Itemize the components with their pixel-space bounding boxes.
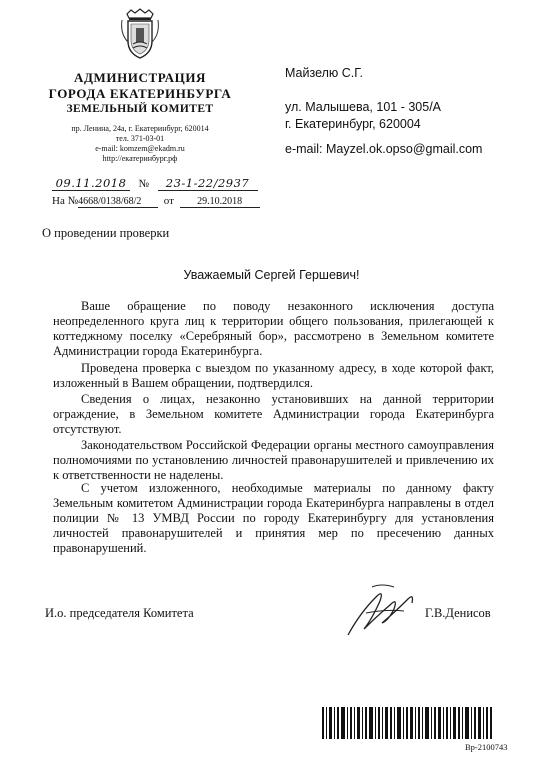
coat-of-arms-emblem [119,8,161,60]
barcode [322,707,492,739]
addressee-name: Майзелю С.Г. [285,66,363,80]
reference-from: от [163,195,174,207]
org-phone: тел. 371-03-01 [115,134,165,143]
org-name-line1: АДМИНИСТРАЦИЯ [73,70,207,85]
body-paragraph: Законодательством Российской Федерации органы местного самоуправления полномочиями по установлению личностей правонарушителей и привлечению их к ответственности не наделены. [53,438,494,482]
org-email: e-mail: komzem@ekadm.ru [95,144,185,153]
registration-row [52,176,258,191]
barcode-number: Вр-2100743 [465,742,508,752]
signatory-name: Г.В.Денисов [425,606,491,620]
org-name-line2: ГОРОДА ЕКАТЕРИНБУРГА [48,86,232,101]
handwritten-signature [342,583,422,641]
signatory-position: И.о. председателя Комитета [45,606,194,620]
reference-row [52,195,260,208]
letter-greeting: Уважаемый Сергей Гершевич! [183,268,360,282]
org-website: http://екатеринбург.рф [102,154,178,163]
body-paragraph: С учетом изложенного, необходимые материалы по данному факту Земельным комитетом Администрации города Екатеринбурга направлены в отдел полиции № 13 УМВД России по городу Екатеринбургу для установления личностей правонарушителей и принятия мер по пресечению данных правонарушений. [53,481,494,555]
registration-date: 09.11.2018 [52,176,130,191]
number-sign: № [138,178,149,190]
body-paragraph: Проведена проверка с выездом по указанному адресу, в ходе которой факт, изложенный в Вашем обращении, подтвердился. [53,361,494,390]
reference-number: 4668/0138/68/2 [78,196,158,208]
letter-subject: О проведении проверки [42,226,170,240]
reference-prefix: На № [52,195,79,207]
addressee-street: ул. Малышева, 101 - 305/А [285,100,442,114]
addressee-city: г. Екатеринбург, 620004 [285,117,421,131]
org-address: пр. Ленина, 24а, г. Екатеринбург, 620014 [71,124,209,133]
registration-number: 23-1-22/2937 [158,176,258,191]
body-paragraph: Сведения о лицах, незаконно установивших на данной территории ограждение, в Земельном комитете Администрации города Екатеринбурга отсутствуют. [53,392,494,436]
org-department: ЗЕМЕЛЬНЫЙ КОМИТЕТ [66,103,214,115]
body-paragraph: Ваше обращение по поводу незаконного исключения доступа неопределенного круга лиц к территории общего пользования, прилегающей к коттеджному поселку «Серебряный бор», рассмотрено в Земельном комитете Администрации города Екатеринбурга. [53,299,494,358]
addressee-email: e-mail: Mayzel.ok.opso@gmail.com [285,142,483,156]
reference-date: 29.10.2018 [180,196,260,208]
